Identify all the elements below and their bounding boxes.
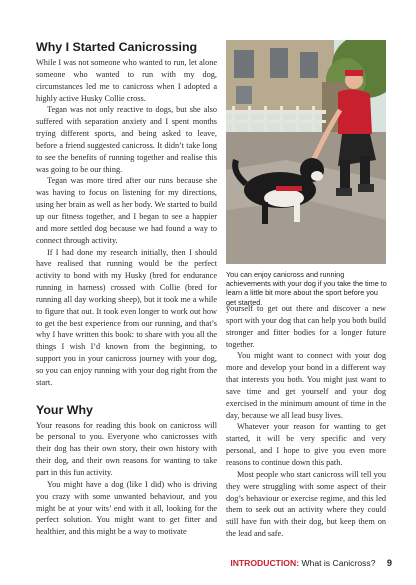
heading-why-i-started: Why I Started Canicrossing [36,40,198,54]
paragraph: Your reasons for reading this book on canicross will be personal to you. Everyone who canicrosses with their dog has their own story, their own history with their dog, and their own reasons for wanting to take part in this fun activity. [36,420,217,477]
right-column [226,303,386,540]
paragraph: You might want to connect with your dog more and develop your bond in a different way that interests you both. You might just want to save time and get yourself and your dog exercised in the minimum amount of time in the day, because we all lead busy lives. [226,351,386,420]
photo-caption: You can enjoy canicross and running achievements with your dog if you take the time to learn a little bit more about the sport before you get started. [226,270,387,307]
footer-section-label: INTRODUCTION: [230,558,300,568]
paragraph: While I was not someone who wanted to run, let alone someone who wanted to run with my dog, circumstances led me to canicross when I adopted a highly active Husky Collie cross. [36,58,217,103]
footer-chapter-title: What is Canicross? [301,558,376,568]
heading-your-why: Your Why [36,402,93,417]
section-spacer [36,389,217,403]
paragraph: yourself to get out there and discover a new sport with your dog that can help you both build stronger and fitter bodies for a longer future together. [226,304,386,349]
paragraph: Whatever your reason for wanting to get started, it will be very specific and very personal, and I hope to give you even more reasons to continue down this path. [226,422,386,467]
page-number: 9 [386,558,392,568]
photo-runner-with-dog [226,40,386,264]
left-column [36,40,217,538]
page-footer [222,558,392,568]
paragraph: If I had done my research initially, then I should have realised that running would be the perfect activity to bond with my Husky (bred for endurance running in harness) crossed with Collie (bred for running all day working sheep), but it took me a while to figure that out. It took even longer to work out how to get the best experience from our running, and that’s why I have written this book: to share with you all the things I wish I’d known from the beginning, to support you in your canicross journey with your dog, so you can enjoy running with your dog right from the start. [36,247,217,387]
photo-illustration [226,40,386,264]
paragraph: You might have a dog (like I did) who is driving you crazy with some unwanted behaviour, and you might be at your wits’ end with it all, looking for the perfect solution. You might want to get fitter and healthier, and this might be a way to motivate [36,479,217,537]
paragraph: Tegan was not only reactive to dogs, but she also suffered with separation anxiety and I spent months trying different sports, and being asked to leave, before a friend suggested canicross. It didn’t take long to see the benefits of running together and realise this was going to be our thing. [36,105,217,174]
paragraph: Most people who start canicross will tell you they were struggling with some aspect of their dog’s behaviour or exercise regime, and this led them to seek out an activity where they could still have fun with their dog, but keep them on the lead and safe. [226,469,386,539]
paragraph: Tegan was more tired after our runs because she was having to focus on listening for my directions, using her brain as well as her body. We started to build up our fitness together, and I began to see a happier and more settled dog because we had found a way to connect through activity. [36,176,217,245]
